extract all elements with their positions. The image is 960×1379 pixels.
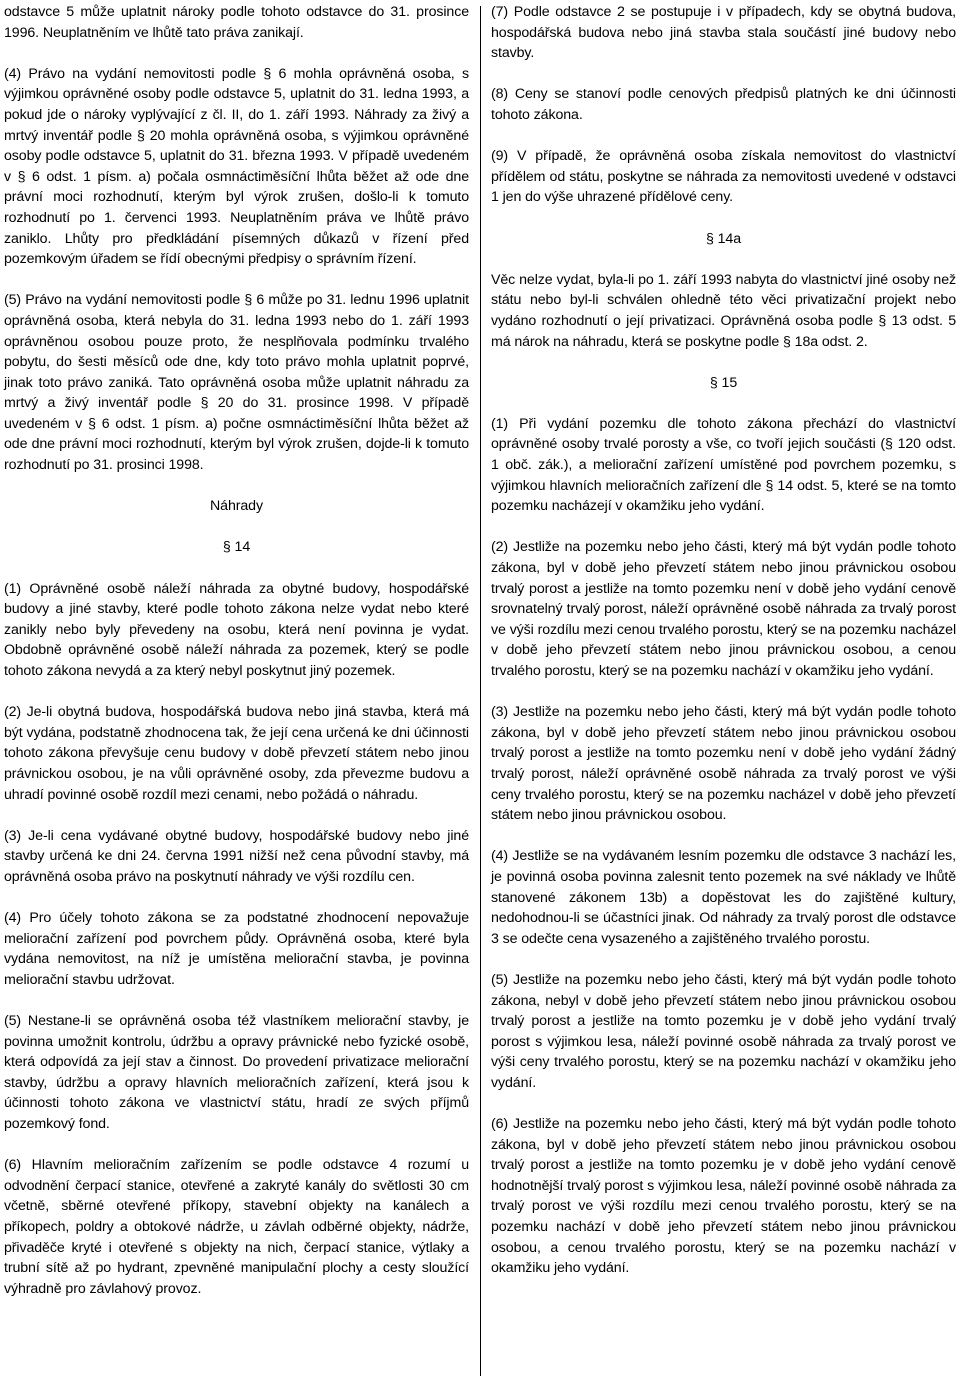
paragraph: Věc nelze vydat, byla-li po 1. září 1993 nabyta do vlastnictví jiné osoby než státu nebo byl-li schválen ohledně této věci privatizační projekt nebo vydáno rozhodnutí o její privatizaci. Oprávněná osoba podle § 13 odst. 5 má nárok na náhradu, která se poskytne podle § 18a odst. 2. — [491, 271, 956, 350]
paragraph: (8) Ceny se stanoví podle cenových předpisů platných ke dni účinnosti tohoto zákona. — [491, 86, 956, 123]
section-number: § 15 — [709, 374, 738, 391]
paragraph: (2) Jestliže na pozemku nebo jeho části, který má být vydán podle tohoto zákona, byl v době jeho převzetí státem nebo jinou právnickou osobou trvalý porost a jestliže na tomto pozemku není v době jeho vydání cenově srovnatelný trvalý porost, náleží oprávněné osobě náhrada za trvalý porost ve výši rozdílu mezi cenou trvalého porostu, který se na pozemku nacházel v době jeho převzetí státem nebo jinou právnickou osobou, a cenou trvalého porostu, který se na pozemku nachází v okamžiku jeho vydání. — [491, 539, 956, 679]
paragraph: (5) Nestane-li se oprávněná osoba též vlastníkem meliorační stavby, je povinna umožnit kontrolu, údržbu a opravy právnické nebo fyzické osobě, která odpovídá za její stav a činnost. Do provedení privatizace meliorační stavby, údržbu a opravy hlavních melioračních zařízení, která jsou k účinnosti tohoto zákona ve vlastnictví státu, hradí ze svých příjmů pozemkový fond. — [4, 1013, 469, 1133]
paragraph: (4) Právo na vydání nemovitosti podle § 6 mohla oprávněná osoba, s výjimkou oprávněné osoby podle odstavce 5, uplatnit do 31. ledna 1993, a pokud jde o nároky vyplývající z čl. II, do 1. září 1993. Náhrady za živý a mrtvý inventář podle § 20 mohla oprávněná osoba, s výjimkou oprávněné osoby podle odstavce 5, uplatnit do 31. března 1993. V případě uvedeném v § 6 odst. 1 písm. a) počala osmnáctiměsíční lhůta běžet až ode dne právní moci rozhodnutí, kterým byl výrok zrušen, došlo-li k tomuto rozhodnutí po 1. červenci 1993. Neuplatněním práva ve lhůtě právo zaniklo. Lhůty pro předkládání písemných důkazů v řízení před pozemkovým úřadem se řídí obecnými předpisy o správním řízení. — [4, 65, 469, 268]
column-divider — [480, 6, 481, 1376]
section-heading: Náhrady — [210, 498, 263, 515]
paragraph: (1) Oprávněné osobě náleží náhrada za obytné budovy, hospodářské budovy a jiné stavby, které podle tohoto zákona nelze vydat nebo které zanikly nebo byly převedeny na osobu, která není povinna je vydat. Obdobně oprávněné osobě náleží náhrada za pozemek, který se podle tohoto zákona nevydá a za který nebyl poskytnut jiný pozemek. — [4, 580, 469, 679]
left-column — [4, 2, 469, 1320]
paragraph: (1) Při vydání pozemku dle tohoto zákona přechází do vlastnictví oprávněné osoby trvalé porosty a vše, co tvoří jejich součásti (§ 120 odst. 1 obč. zák.), a meliorační zařízení umístěné pod povrchem pozemku, s výjimkou hlavních melioračních zařízení dle § 14 odst. 5, které se na tomto pozemku nacházejí v okamžiku jeho vydání. — [491, 415, 956, 515]
paragraph: (3) Jestliže na pozemku nebo jeho části, který má být vydán podle tohoto zákona, byl v době jeho převzetí státem nebo jinou právnickou osobou trvalý porost a jestliže na tomto pozemku není v době jeho vydání žádný trvalý porost, náleží oprávněné osobě náhrada za trvalý porost ve výši ceny trvalého porostu, který se na pozemku nacházel v době jeho převzetí státem nebo jinou právnickou osobou. — [491, 704, 956, 824]
paragraph: (6) Jestliže na pozemku nebo jeho části, který má být vydán podle tohoto zákona, byl v době jeho převzetí státem nebo jinou právnickou osobou trvalý porost a jestliže na tomto pozemku je v době jeho vydání cenově hodnotnější trvalý porost s výjimkou lesa, náleží povinné osobě náhrada za trvalý porost ve výši rozdílu mezi cenou trvalého porostu, který se na pozemku nachází v době jeho převzetí státem nebo jinou právnickou osobou, a cenou trvalého porostu, který se na pozemku nachází v okamžiku jeho vydání. — [491, 1116, 956, 1277]
paragraph: (5) Právo na vydání nemovitosti podle § 6 může po 31. lednu 1996 uplatnit oprávněná osoba, která nebyla do 31. ledna 1993 nebo do 1. září 1993 oprávněnou osobou pouze proto, že nesplňovala podmínku trvalého pobytu, do šesti měsíců ode dne, kdy toto právo mohla uplatnit poprvé, jinak toto právo zaniká. Tato oprávněná osoba může uplatnit náhradu za mrtvý a živý inventář podle § 20 do 31. prosince 1998. V případě uvedeném v § 6 odst. 1 písm. a) počne osmnáctiměsíční lhůta běžet až ode dne právní moci rozhodnutí, kterým byl výrok zrušen, dojde-li k tomuto rozhodnutí po 31. prosinci 1998. — [4, 292, 469, 474]
section-number: § 14a — [705, 230, 741, 247]
paragraph: odstavce 5 může uplatnit nároky podle tohoto odstavce do 31. prosince 1996. Neuplatněním ve lhůtě tato práva zanikají. — [4, 4, 469, 41]
paragraph: (2) Je-li obytná budova, hospodářská budova nebo jiná stavba, která má být vydána, podstatně zhodnocena tak, že její cena určená ke dni účinnosti tohoto zákona převyšuje cenu budovy v době převzetí státem nebo jinou právnickou osobou, je na vůli oprávněné osoby, zda převezme budovu a uhradí povinné osobě rozdíl mezi cenami, nebo požádá o náhradu. — [4, 704, 469, 803]
paragraph: (9) V případě, že oprávněná osoba získala nemovitost do vlastnictví přídělem od státu, poskytne se náhrada za nemovitosti uvedené v odstavci 1 jen do výše uhrazené přídělové ceny. — [491, 148, 956, 206]
paragraph: (4) Pro účely tohoto zákona se za podstatné zhodnocení nepovažuje meliorační zařízení pod povrchem půdy. Oprávněná osoba, které byla vydána nemovitost, na níž je umístěna meliorační stavba, je povinna meliorační stavbu udržovat. — [4, 910, 469, 988]
paragraph: (7) Podle odstavce 2 se postupuje i v případech, kdy se obytná budova, hospodářská budova nebo jiná stavba stala součástí jiné budovy nebo stavby. — [491, 4, 956, 62]
paragraph: (4) Jestliže se na vydávaném lesním pozemku dle odstavce 3 nachází les, je povinná osoba povinna zalesnit tento pozemek na své náklady ve lhůtě stanovené zákonem 13b) a dopěstovat les do zajištěné kultury, nedohodnou-li se účastníci jinak. Od náhrady za trvalý porost dle odstavce 3 se odečte cena vysazeného a zajištěného trvalého porostu. — [491, 848, 956, 947]
paragraph: (3) Je-li cena vydávané obytné budovy, hospodářské budovy nebo jiné stavby určená ke dni 24. června 1991 nižší než cena původní stavby, má oprávněná osoba právo na poskytnutí náhrady ve výši rozdílu cen. — [4, 827, 469, 885]
paragraph: (5) Jestliže na pozemku nebo jeho části, který má být vydán podle tohoto zákona, nebyl v době jeho převzetí státem nebo jinou právnickou osobou trvalý porost a jestliže na tomto pozemku je v době jeho vydání trvalý porost s výjimkou lesa, náleží povinné osobě náhrada za trvalý porost ve výši ceny trvalého porostu, který se na pozemku nachází v okamžiku jeho vydání. — [491, 971, 956, 1091]
paragraph: (6) Hlavním melioračním zařízením se podle odstavce 4 rozumí u odvodnění čerpací stanice, otevřené a zakryté kanály do světlosti 30 cm včetně, sběrné otevřené příkopy, stavební objekty na kanálech a příkopech, poldry a obtokové nádrže, u závlah odběrné objekty, nádrže, přivaděče kryté i otevřené s objekty na nich, čerpací stanice, výtlaky a trubní sítě až po hydrant, zpevněné manipulační plochy a cesty sloužící výhradně pro závlahový provoz. — [4, 1157, 469, 1297]
section-number: § 14 — [222, 539, 251, 556]
right-column — [491, 2, 956, 1299]
